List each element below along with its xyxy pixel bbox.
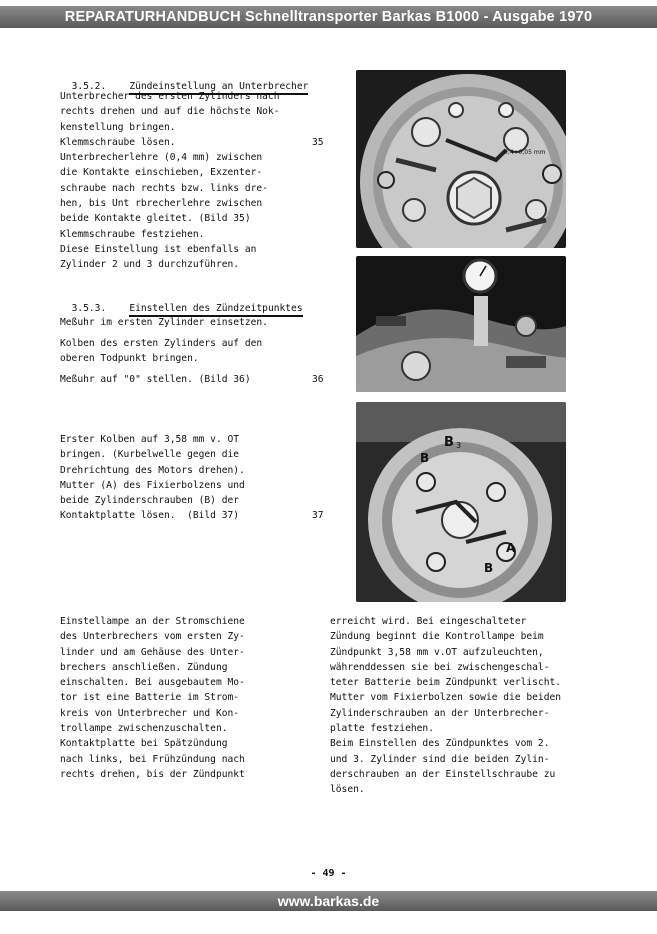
text-line: platte festziehen. xyxy=(330,723,434,735)
section-title: Einstellen des Zündzeitpunktes xyxy=(129,303,302,317)
svg-text:3: 3 xyxy=(456,441,462,450)
text-line: Klemmschraube festziehen. xyxy=(60,228,205,240)
text-line: Mutter (A) des Fixierbolzens und xyxy=(60,479,245,491)
section-heading-353 xyxy=(60,292,303,317)
text-line: Zylinderschrauben an der Unterbrecher- xyxy=(330,707,550,719)
text-line: nach links, bei Frühzündung nach xyxy=(60,753,245,765)
figure-number-36: 36 xyxy=(312,374,324,385)
text-line: rechts drehen und auf die höchste Nok- xyxy=(60,106,280,118)
text-line: Klemmschraube lösen. xyxy=(60,136,176,148)
figure-number-37: 37 xyxy=(312,510,324,521)
text-line: beide Kontakte gleitet. (Bild 35) xyxy=(60,213,251,225)
paragraph xyxy=(60,336,262,367)
text-line: des Unterbrechers vom ersten Zy- xyxy=(60,631,245,643)
text-line: währenddessen sie bei zwischengeschal- xyxy=(330,661,550,673)
text-line: brechers anschließen. Zündung xyxy=(60,661,228,673)
text-line: Unterbrecher des ersten Zylinders nach xyxy=(60,91,280,102)
text-line: schraube nach rechts bzw. links dre- xyxy=(60,182,268,194)
text-line: derschrauben an der Einstellschraube zu xyxy=(330,768,556,780)
section-title: Zündeinstellung an Unterbrecher xyxy=(129,81,308,95)
text-line: Beim Einstellen des Zündpunktes vom 2. xyxy=(330,738,550,750)
label-b: B xyxy=(484,561,494,575)
text-line: Drehrichtung des Motors drehen). xyxy=(60,464,245,476)
text-line: Diese Einstellung ist ebenfalls an xyxy=(60,243,257,255)
section-number: 3.5.3. xyxy=(71,303,107,314)
text-line: lösen. xyxy=(330,784,365,796)
text-line: tor ist eine Batterie im Strom- xyxy=(60,692,240,704)
text-line: Kontaktplatte lösen. (Bild 37) xyxy=(60,510,240,522)
text-line: kenstellung bringen. xyxy=(60,121,176,133)
distributor-breaker-image xyxy=(356,70,566,248)
text-line: kreis von Unterbrecher und Kon- xyxy=(60,707,240,719)
text-line: Einstellampe an der Stromschiene xyxy=(60,616,245,627)
text-line: erreicht wird. Bei eingeschalteter xyxy=(330,616,527,627)
label-b: B xyxy=(420,451,430,465)
text-line: trollampe zwischenzuschalten. xyxy=(60,723,228,735)
figure-number-35: 35 xyxy=(312,137,324,148)
text-line: Mutter vom Fixierbolzen sowie die beiden xyxy=(330,692,562,704)
paragraph: Meßuhr auf "0" stellen. (Bild 36) xyxy=(60,374,251,385)
figure-35-photo xyxy=(356,70,566,248)
header-banner: REPARATURHANDBUCH Schnelltransporter Barkas B1000 - Ausgabe 1970 xyxy=(0,6,657,28)
label-a: A xyxy=(506,541,516,555)
text-line: einschalten. Bei ausgebautem Mo- xyxy=(60,677,245,689)
feeler-gauge-marking: 0,4+0,05 mm xyxy=(504,149,546,156)
figure-37-photo xyxy=(356,402,566,602)
text-line: Zylinder 2 und 3 durchzuführen. xyxy=(60,259,240,271)
text-line: teter Batterie beim Zündpunkt verlischt. xyxy=(330,677,562,689)
dial-gauge-image xyxy=(356,256,566,392)
bottom-left-column xyxy=(60,614,245,782)
text-line: Unterbrecherlehre (0,4 mm) zwischen xyxy=(60,152,263,164)
label-b: B xyxy=(444,435,454,450)
text-line: Erster Kolben auf 3,58 mm v. OT xyxy=(60,434,240,445)
figure-36-photo xyxy=(356,256,566,392)
text-line: Zündung beginnt die Kontrollampe beim xyxy=(330,631,544,643)
footer-banner: www.barkas.de xyxy=(0,891,657,911)
text-line: rechts drehen, bis der Zündpunkt xyxy=(60,768,245,780)
text-line: beide Zylinderschrauben (B) der xyxy=(60,495,240,507)
text-line: hen, bis Unt rbrecherlehre zwischen xyxy=(60,198,263,210)
section-352-body xyxy=(60,89,280,273)
text-line: bringen. (Kurbelwelle gegen die xyxy=(60,449,240,461)
text-line: Zündpunkt 3,58 mm v.OT aufzuleuchten, xyxy=(330,646,544,658)
bottom-right-column xyxy=(330,614,561,798)
text-line: die Kontakte einschieben, Exzenter- xyxy=(60,167,263,179)
contact-plate-image xyxy=(356,402,566,602)
section-text-37 xyxy=(60,432,245,524)
page-number: - 49 - xyxy=(310,868,347,879)
paragraph: Meßuhr im ersten Zylinder einsetzen. xyxy=(60,317,268,328)
section-number: 3.5.2. xyxy=(71,81,107,92)
text-line: oberen Todpunkt bringen. xyxy=(60,353,199,365)
text-line: und 3. Zylinder sind die beiden Zylin- xyxy=(330,753,550,765)
text-line: linder und am Gehäuse des Unter- xyxy=(60,646,245,658)
text-line: Kontaktplatte bei Spätzündung xyxy=(60,738,228,750)
text-line: Kolben des ersten Zylinders auf den xyxy=(60,338,263,349)
